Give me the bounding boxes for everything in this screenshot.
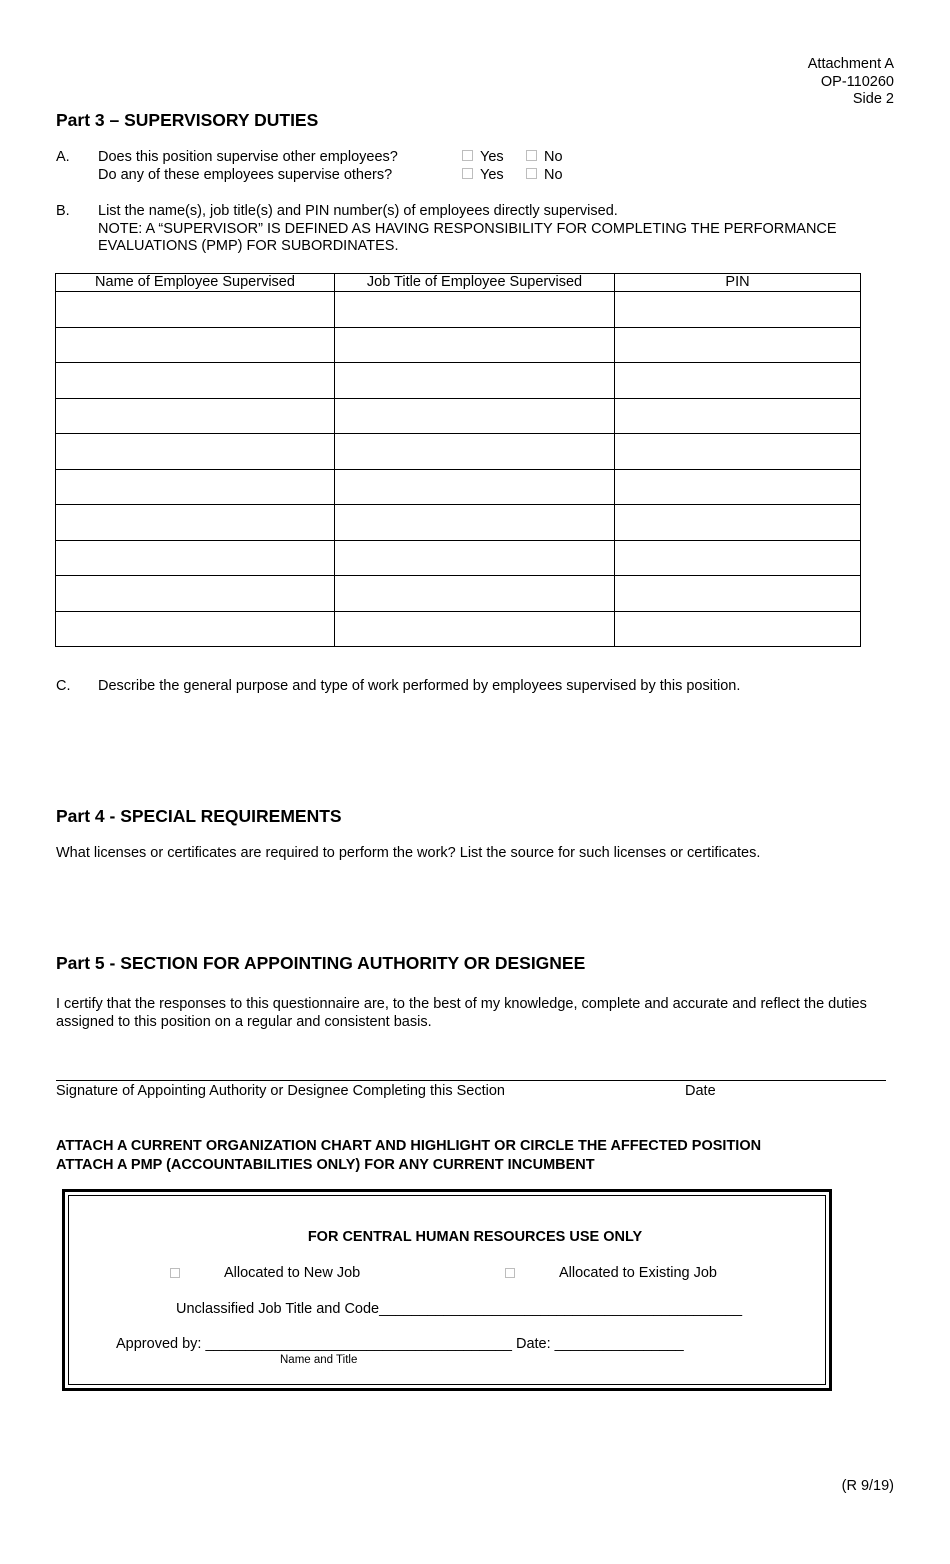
job-title-cell[interactable] xyxy=(335,434,615,470)
job-title-cell[interactable] xyxy=(335,505,615,541)
certification-line1: I certify that the responses to this questionnaire are, to the best of my knowledge, complete and accurate and reflect the duties xyxy=(56,996,867,1012)
part3-c-text: Describe the general purpose and type of work performed by employees supervised by this position. xyxy=(98,678,741,694)
allocated-new-checkbox-wrap[interactable] xyxy=(170,1266,187,1282)
employee-name-cell[interactable] xyxy=(56,398,335,434)
part4-title: Part 4 - SPECIAL REQUIREMENTS xyxy=(56,806,342,826)
table-row xyxy=(56,611,861,647)
pin-cell[interactable] xyxy=(615,469,861,505)
pin-cell[interactable] xyxy=(615,576,861,612)
signature-line[interactable] xyxy=(56,1080,886,1081)
part3-a-q1: Does this position supervise other employees? xyxy=(98,149,398,165)
allocated-existing-label: Allocated to Existing Job xyxy=(559,1265,717,1281)
job-title-code-row xyxy=(176,1301,742,1317)
column-header-name: Name of Employee Supervised xyxy=(56,274,335,292)
pin-cell[interactable] xyxy=(615,398,861,434)
table-row xyxy=(56,363,861,399)
revision-code: (R 9/19) xyxy=(841,1478,894,1494)
table-row xyxy=(56,469,861,505)
part3-b-text xyxy=(98,203,837,256)
employee-name-cell[interactable] xyxy=(56,292,335,328)
signature-date-label: Date xyxy=(685,1083,716,1099)
approval-date-field[interactable]: ________________ xyxy=(554,1336,684,1352)
pin-cell[interactable] xyxy=(615,327,861,363)
part3-title: Part 3 – SUPERVISORY DUTIES xyxy=(56,110,319,130)
central-hr-inner-border xyxy=(68,1195,826,1385)
table-body xyxy=(56,292,861,647)
table-row xyxy=(56,327,861,363)
table-header-row xyxy=(56,274,861,292)
job-title-cell[interactable] xyxy=(335,576,615,612)
q1-yes-label: Yes xyxy=(480,149,504,165)
side-label: Side 2 xyxy=(852,91,894,107)
q2-no-label: No xyxy=(544,167,563,183)
table-row xyxy=(56,505,861,541)
employee-name-cell[interactable] xyxy=(56,576,335,612)
approval-date-label: Date: xyxy=(515,1336,551,1352)
name-and-title-caption: Name and Title xyxy=(280,1354,358,1366)
column-header-pin: PIN xyxy=(615,274,861,292)
part3-a-letter: A. xyxy=(56,149,70,165)
job-title-cell[interactable] xyxy=(335,611,615,647)
part4-question: What licenses or certificates are required to perform the work? List the source for such licenses or certificates. xyxy=(56,845,761,861)
pin-cell[interactable] xyxy=(615,363,861,399)
q1-yes-checkbox[interactable] xyxy=(462,150,473,161)
employee-name-cell[interactable] xyxy=(56,611,335,647)
part3-b-note-line3: EVALUATIONS (PMP) FOR SUBORDINATES. xyxy=(98,238,399,254)
pin-cell[interactable] xyxy=(615,434,861,470)
part3-c-letter: C. xyxy=(56,678,71,694)
q1-yes-option[interactable] xyxy=(462,149,504,165)
job-title-cell[interactable] xyxy=(335,292,615,328)
pin-cell[interactable] xyxy=(615,611,861,647)
job-title-cell[interactable] xyxy=(335,540,615,576)
table-row xyxy=(56,398,861,434)
employee-name-cell[interactable] xyxy=(56,327,335,363)
part3-b-note-line2: NOTE: A “SUPERVISOR” IS DEFINED AS HAVING RESPONSIBILITY FOR COMPLETING THE PERFORMANCE xyxy=(98,220,837,237)
employee-name-cell[interactable] xyxy=(56,434,335,470)
certification-line2: assigned to this position on a regular and consistent basis. xyxy=(56,1014,432,1030)
q1-no-checkbox[interactable] xyxy=(526,150,537,161)
pin-cell[interactable] xyxy=(615,292,861,328)
job-title-code-label: Unclassified Job Title and Code xyxy=(176,1301,380,1317)
allocated-new-label: Allocated to New Job xyxy=(224,1265,361,1281)
attach-line1: ATTACH A CURRENT ORGANIZATION CHART AND HIGHLIGHT OR CIRCLE THE AFFECTED POSITION xyxy=(56,1138,762,1154)
allocated-new-checkbox[interactable] xyxy=(170,1268,180,1278)
column-header-job-title: Job Title of Employee Supervised xyxy=(335,274,615,292)
signature-label: Signature of Appointing Authority or Designee Completing this Section xyxy=(56,1083,505,1099)
central-hr-title: FOR CENTRAL HUMAN RESOURCES USE ONLY xyxy=(307,1229,643,1245)
attach-line2: ATTACH A PMP (ACCOUNTABILITIES ONLY) FOR ANY CURRENT INCUMBENT xyxy=(56,1157,595,1173)
table-row xyxy=(56,540,861,576)
part3-a-q2: Do any of these employees supervise others? xyxy=(98,167,393,183)
approved-by-field[interactable]: ______________________________________ xyxy=(205,1336,512,1352)
part5-title: Part 5 - SECTION FOR APPOINTING AUTHORITY OR DESIGNEE xyxy=(56,953,586,973)
central-hr-title-wrap xyxy=(0,1229,950,1245)
pin-cell[interactable] xyxy=(615,505,861,541)
job-title-cell[interactable] xyxy=(335,327,615,363)
central-hr-box xyxy=(62,1189,832,1391)
table-row xyxy=(56,434,861,470)
job-title-cell[interactable] xyxy=(335,363,615,399)
q2-yes-option[interactable] xyxy=(462,167,504,183)
supervised-employees-table xyxy=(55,273,861,647)
job-title-code-field[interactable]: _____________________________________________ xyxy=(379,1301,743,1317)
employee-name-cell[interactable] xyxy=(56,469,335,505)
approved-by-row xyxy=(116,1336,684,1352)
allocated-existing-checkbox-wrap[interactable] xyxy=(505,1266,522,1282)
table-row xyxy=(56,292,861,328)
part3-b-line1: List the name(s), job title(s) and PIN number(s) of employees directly supervised. xyxy=(98,203,618,219)
employee-name-cell[interactable] xyxy=(56,505,335,541)
q2-yes-label: Yes xyxy=(480,167,504,183)
attach-instructions xyxy=(56,1137,761,1175)
job-title-cell[interactable] xyxy=(335,469,615,505)
q1-no-option[interactable] xyxy=(526,149,563,165)
part5-certification xyxy=(56,995,867,1031)
q2-no-checkbox[interactable] xyxy=(526,168,537,179)
attachment-label: Attachment A xyxy=(807,56,894,72)
q2-no-option[interactable] xyxy=(526,167,563,183)
employee-name-cell[interactable] xyxy=(56,540,335,576)
allocated-existing-checkbox[interactable] xyxy=(505,1268,515,1278)
employee-name-cell[interactable] xyxy=(56,363,335,399)
approved-by-label: Approved by: xyxy=(116,1336,202,1352)
table-row xyxy=(56,576,861,612)
form-header xyxy=(808,56,894,109)
pin-cell[interactable] xyxy=(615,540,861,576)
q1-no-label: No xyxy=(544,149,563,165)
form-code: OP-110260 xyxy=(820,73,894,90)
part3-b-letter: B. xyxy=(56,203,70,219)
q2-yes-checkbox[interactable] xyxy=(462,168,473,179)
job-title-cell[interactable] xyxy=(335,398,615,434)
